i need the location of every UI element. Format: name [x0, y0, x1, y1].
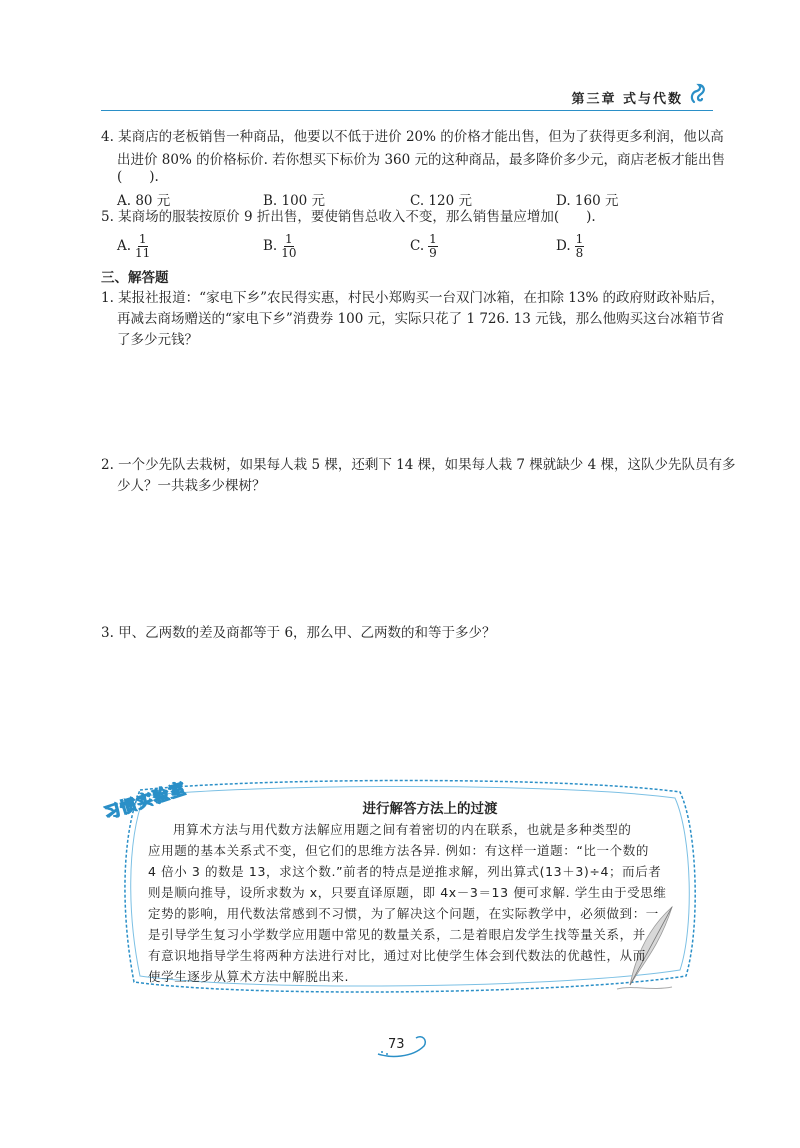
p1-line-3: 了多少元钱？ — [117, 332, 198, 348]
chapter-title: 第三章 式与代数 — [571, 92, 683, 107]
q4-line-1: 4. 某商店的老板销售一种商品，他要以不低于进价 20% 的价格才能出售，但为了获得更多利润，他以高 — [101, 129, 724, 145]
p2-line-2: 少人？一共栽多少棵树？ — [117, 478, 266, 494]
lab-line-4: 则是顺向推导，设所求数为 x，只要直译原题，即 4x－3＝13 便可求解. 学生由于受思维 — [148, 885, 667, 900]
lab-line-6: 是引导学生复习小学数学应用题中常见的数量关系，二是着眼启发学生找等量关系，并 — [148, 927, 646, 942]
lab-line-1: 用算术方法与用代数方法解应用题之间有着密切的内在联系，也就是多种类型的 — [173, 822, 632, 837]
lab-line-3: 4 倍小 3 的数是 13，求这个数.”前者的特点是逆推求解，列出算式(13＋3)÷4；而后者 — [148, 864, 662, 879]
q5-option-d: D. $\frac{1}{8}$ — [556, 232, 584, 260]
q4-option-b: B. 100 元 — [263, 193, 326, 209]
p1-line-2: 再减去商场赠送的“家电下乡”消费券 100 元，实际只花了 1 726. 13 元钱，那么他购买这台冰箱节省 — [117, 311, 725, 327]
q5-option-a: A. $\frac{1}{11}$ — [117, 232, 151, 260]
q4-option-a: A. 80 元 — [117, 193, 171, 209]
section-heading: 三、解答题 — [101, 270, 169, 286]
q5-option-c: C. $\frac{1}{9}$ — [410, 232, 437, 260]
p3-line-1: 3. 甲、乙两数的差及商都等于 6，那么甲、乙两数的和等于多少？ — [101, 625, 496, 641]
p1-line-1: 1. 某报社报道：“家电下乡”农民得实惠，村民小郑购买一台双门冰箱，在扣除 13% 的政府财政补贴后， — [101, 290, 725, 306]
q5-option-b: B. $\frac{1}{10}$ — [263, 232, 297, 260]
q4-option-d: D. 160 元 — [556, 193, 619, 209]
page-number: 73 — [388, 1037, 405, 1052]
lab-title: 进行解答方法上的过渡 — [362, 801, 498, 817]
seahorse-icon — [686, 80, 712, 106]
q4-line-3: ( ). — [117, 169, 159, 185]
lab-badge: 习惯实验室 — [101, 778, 189, 823]
lab-line-5: 定势的影响，用代数法常感到不习惯，为了解决这个问题，在实际教学中，必须做到：一 — [148, 906, 659, 921]
q4-option-c: C. 120 元 — [410, 193, 472, 209]
lab-line-2: 应用题的基本关系式不变，但它们的思维方法各异. 例如：有这样一道题：“比一个数的 — [148, 843, 649, 858]
q5-line-1: 5. 某商场的服装按原价 9 折出售，要使销售总收入不变，那么销售量应增加( ). — [101, 209, 596, 225]
header-rule — [101, 110, 713, 111]
lab-line-7: 有意识地指导学生将两种方法进行对比，通过对比使学生体会到代数法的优越性，从而 — [148, 948, 646, 963]
lab-line-8: 使学生逐步从算术方法中解脱出来. — [148, 969, 350, 984]
p2-line-1: 2. 一个少先队去栽树，如果每人栽 5 棵，还剩下 14 棵，如果每人栽 7 棵就缺少 4 棵，这队少先队员有多 — [101, 457, 736, 473]
q4-line-2: 出进价 80% 的价格标价. 若你想买下标价为 360 元的这种商品，最多降价多少元，商店老板才能出售 — [117, 152, 726, 168]
